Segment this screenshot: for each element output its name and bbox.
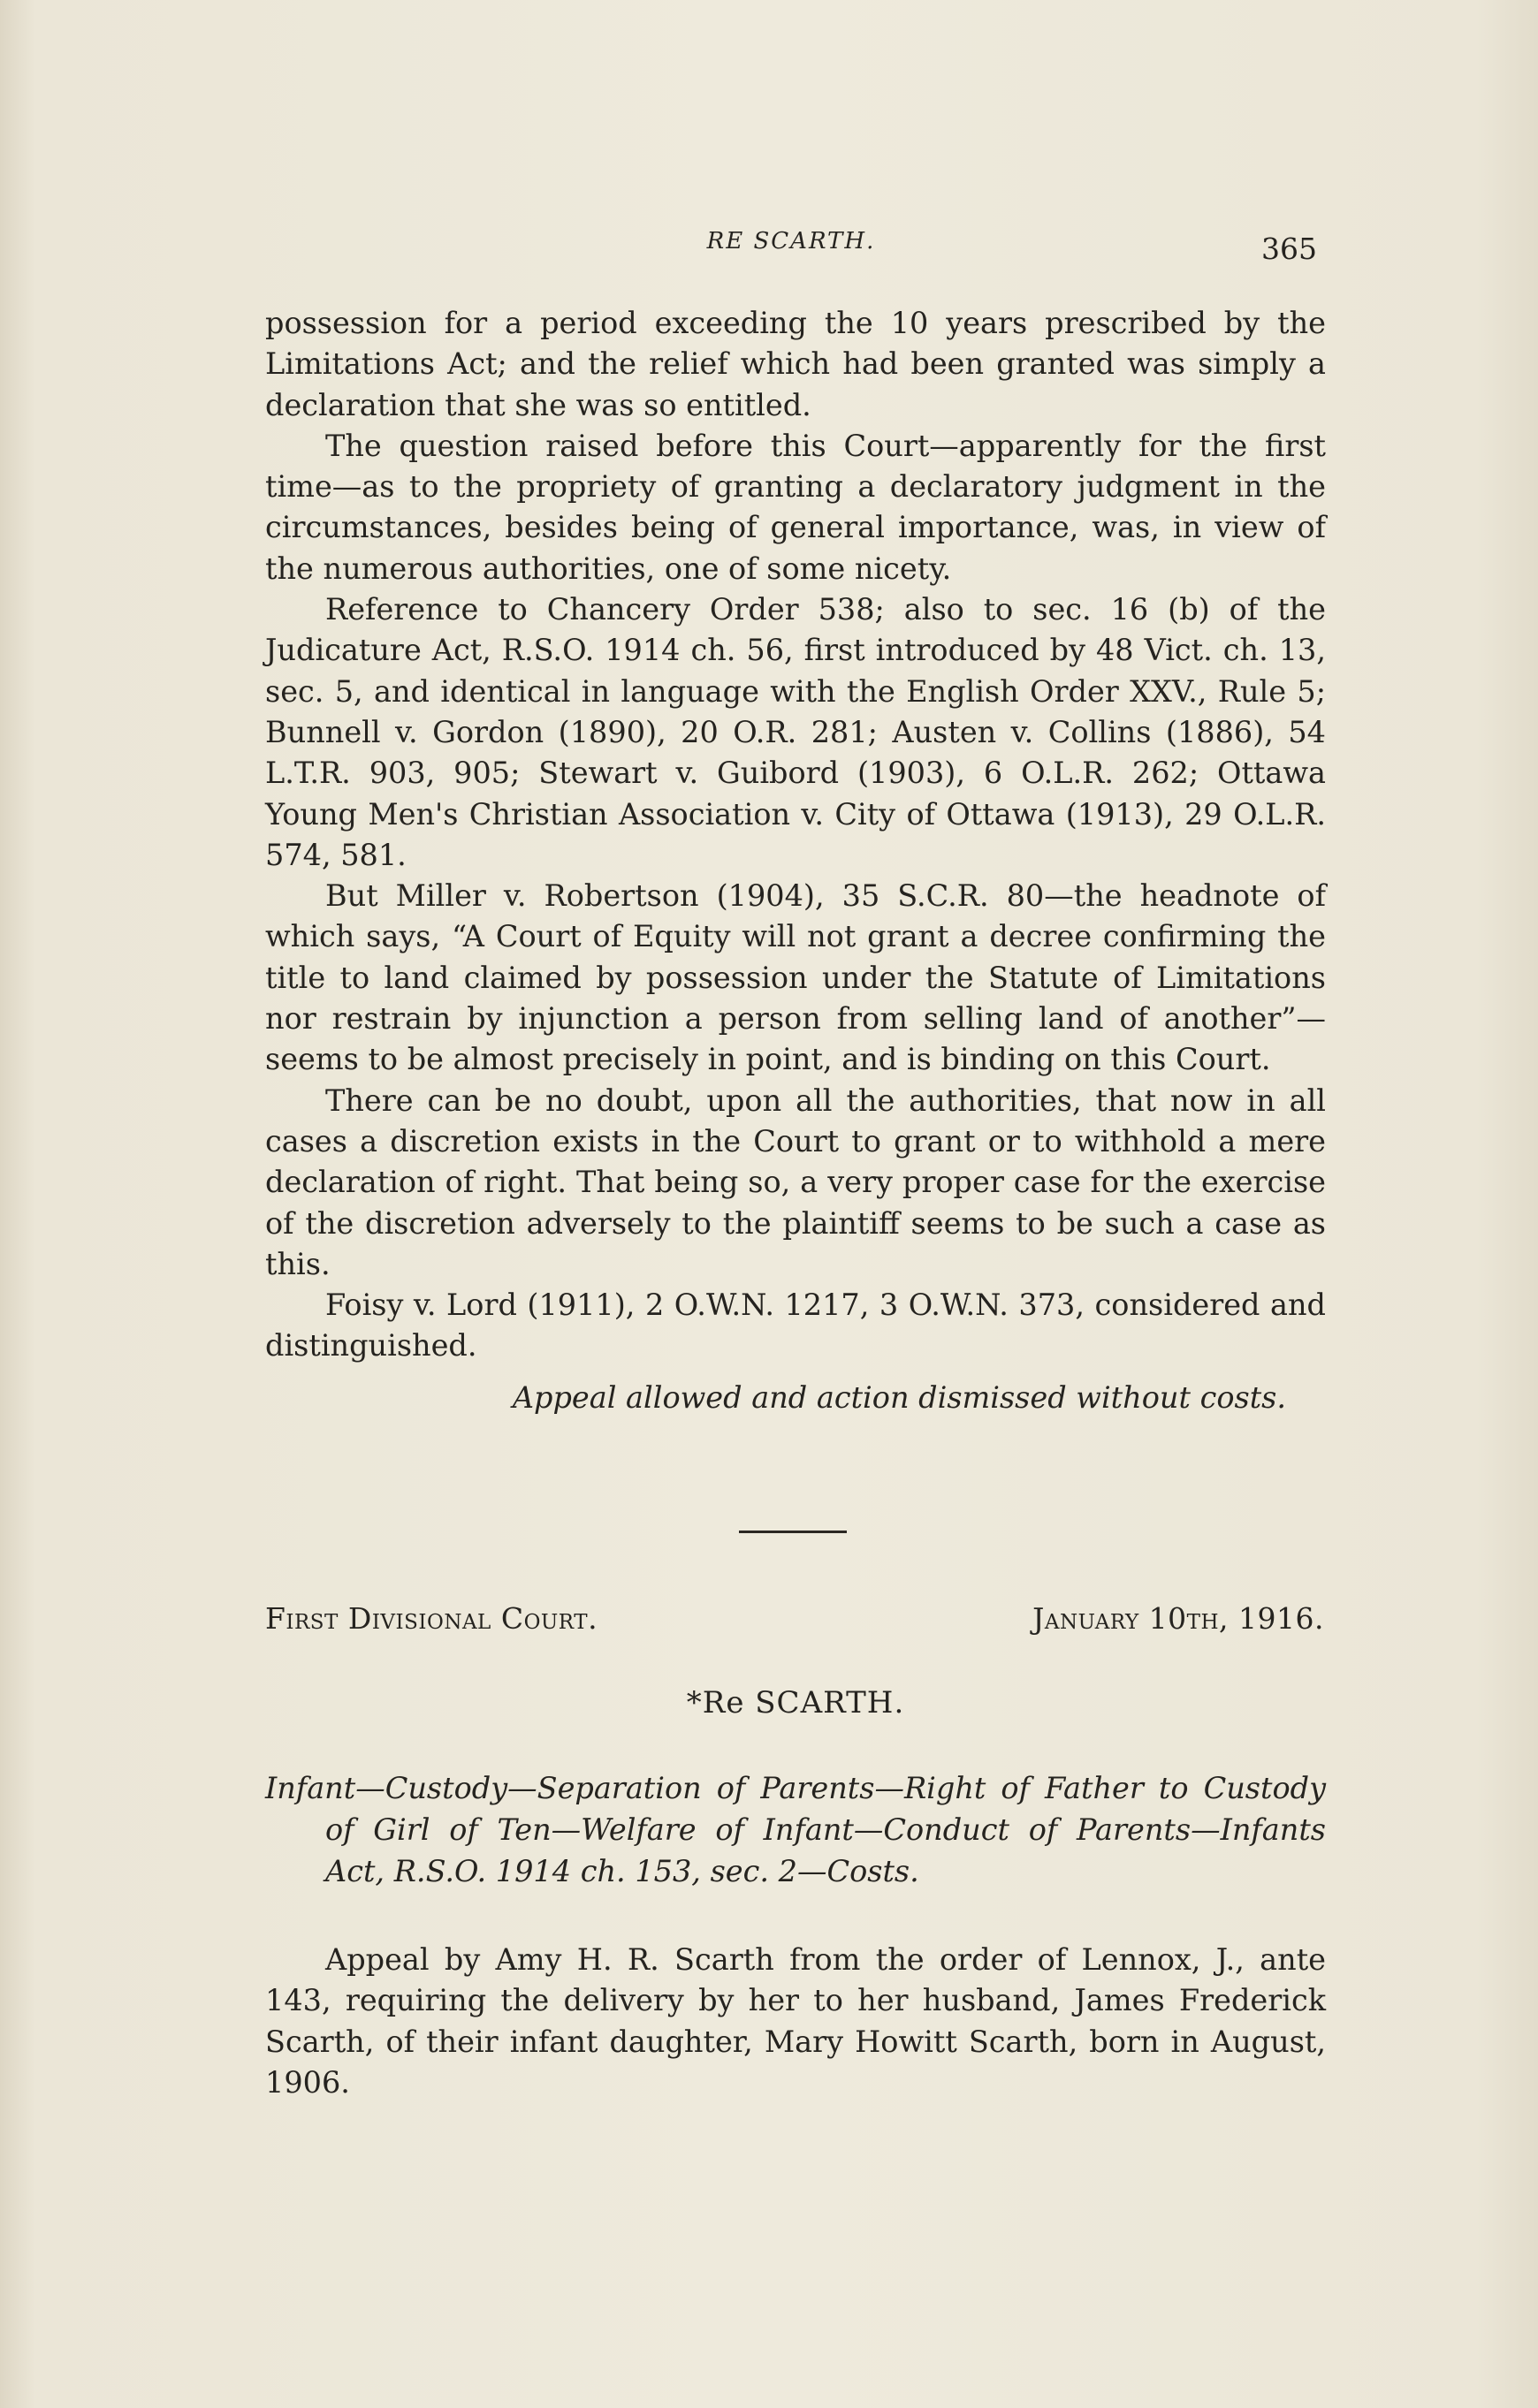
catchwords: Infant—Custody—Separation of Parents—Right of Father to Custody of Girl of Ten—Welfare of Infant—Conduct of Parents—Infants Act, R.S.O. 1914 ch. 153, sec. 2—Costs. [265,1771,1326,1888]
new-case-text [265,1940,1326,2103]
paragraph-continuation: possession for a period exceeding the 10 years prescribed by the Limitations Act; and the relief which had been granted was simply a declaration that she was so entitled. [265,306,1326,422]
decision-date: January 10th, 1916. [1032,1601,1324,1636]
court-name: First Divisional Court. [265,1601,598,1636]
catchwords-block [265,1767,1326,1892]
paragraph-appeal: Appeal by Amy H. R. Scarth from the order of Lennox, J., ante 143, requiring the delivery by her to her husband, James Frederick Scarth, of their infant daughter, Mary Howitt Scarth, born in August, 1906. [265,1942,1326,2100]
previous-case-text [265,303,1326,1418]
section-divider [739,1531,847,1533]
paragraph-discretion: There can be no doubt, upon all the authorities, that now in all cases a discretion exists in the Court to grant or to withhold a mere declaration of right. That being so, a very proper case for the exercise of the discretion adversely to the plaintiff seems to be such a case as this. [265,1082,1326,1281]
running-head: RE SCARTH. [706,228,876,254]
paragraph-foisy: Foisy v. Lord (1911), 2 O.W.N. 1217, 3 O.W.N. 373, considered and distinguished. [265,1288,1326,1364]
paragraph-reference: Reference to Chancery Order 538; also to sec. 16 (b) of the Judicature Act, R.S.O. 1914 ch. 56, first introduced by 48 Vict. ch. 13, sec. 5, and identical in language with the English Order XXV., Rule 5; Bunnell v. Gordon (1890), 20 O.R. 281; Austen v. Collins (1886), 54 L.T.R. 903, 905; Stewart v. Guibord (1903), 6 O.L.R. 262; Ottawa Young Men's Christian Association v. City of Ottawa (1913), 29 O.L.R. 574, 581. [265,592,1326,872]
disposition: Appeal allowed and action dismissed without costs. [512,1379,1286,1415]
case-title: *Re SCARTH. [686,1685,905,1721]
page-number: 365 [1261,232,1317,266]
paragraph-miller: But Miller v. Robertson (1904), 35 S.C.R. 80—the headnote of which says, “A Court of Equity will not grant a decree confirming the title to land claimed by possession under the Statute of Limitations nor restrain by injunction a person from selling land of another”—seems to be almost precisely in point, and is binding on this Court. [265,878,1326,1077]
page-header [265,221,1317,274]
paragraph-question: The question raised before this Court—apparently for the first time—as to the propriety of granting a declaratory judgment in the circumstances, besides being of general importance, was, in view of the numerous authorities, one of some nicety. [265,428,1326,586]
